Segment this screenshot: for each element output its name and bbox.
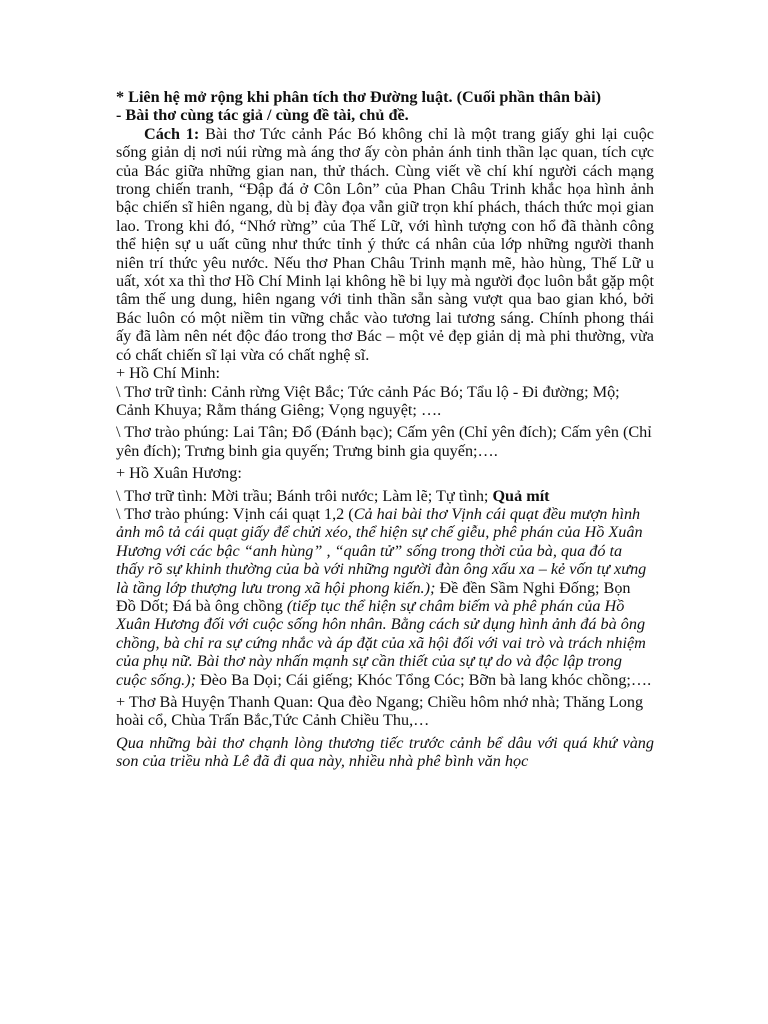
hxh-satire-poems <box>116 505 654 689</box>
hxh-lyric-bold-title: Quả mít <box>492 486 550 505</box>
heading-extension: * Liên hệ mở rộng khi phân tích thơ Đường luật. (Cuối phần thân bài) <box>116 88 602 106</box>
heading-same-author-topic: - Bài thơ cùng tác giả / cùng đề tài, chủ đề. <box>116 106 409 125</box>
hxh-satire-note-1: Cả hai bài thơ Vịnh cái quạt đều mượn hình ảnh mô tả cái quạt giấy để chửi xéo, thể hiện sự chế giễu, phê phán của Hồ Xuân Hương với các bậc “anh hùng” , “quân tử” sống trong thời của bà, qua đó ta thấy rõ sự khinh thường của bà với những người đàn ông xấu xa – kẻ vốn tự xưng là tầng lớp thượng lưu trong xã hội phong kiến.); <box>116 504 647 597</box>
way-1-text: Bài thơ Tức cảnh Pác Bó không chỉ là một trang giấy ghi lại cuộc sống giản dị nơi núi rừng mà áng thơ ấy còn phản ánh tinh thần lạc quan, tích cực của Bác giữa những gian nan, thử thách. Cùng viết về chí khí người cách mạng trong chiến tranh, “Đập đá ở Côn Lôn” của Phan Châu Trinh khắc họa hình ảnh bậc chiến sĩ hiên ngang, dù bị đày đọa vẫn giữ trọn khí phách, thách thức mọi gian lao. Trong khi đó, “Nhớ rừng” của Thế Lữ, với hình tượng con hổ đã thành công thể hiện sự u uất cũng như thức tỉnh ý thức cá nhân của lớp những người thanh niên trí thức yêu nước. Nếu thơ Phan Châu Trinh mạnh mẽ, hào hùng, Thế Lữ u uất, xót xa thì thơ Hồ Chí Minh lại không hề bi lụy mà người đọc luôn bắt gặp một tâm thế ung dung, hiên ngang với tinh thần sẵn sàng vượt qua bao gian khó, bởi Bác luôn có một niềm tin vững chắc vào tương lai tương sáng. Chính phong thái ấy đã làm nên nét độc đáo trong thơ Bác – một vẻ đẹp giản dị mà phi thường, vừa có chất chiến sĩ lại vừa có chất nghệ sĩ. <box>116 124 654 364</box>
hxh-satire-note-2: (tiếp tục thể hiện sự châm biếm và phê phán của Hồ Xuân Hương đối với cuộc sống hôn nhân. Bằng cách sử dụng hình ảnh đá bà ông chồng, bà chỉ ra sự cứng nhắc và áp đặt của xã hội đối với vai trò và trách nhiệm của phụ nữ. Bài thơ này nhấn mạnh sự cần thiết của sự tự do và độc lập trong cuộc sống.); <box>116 596 646 689</box>
paragraph-way-1 <box>116 125 654 364</box>
hcm-lyric-poems: \ Thơ trữ tình: Cảnh rừng Việt Bắc; Tức cảnh Pác Bó; Tẩu lộ - Đi đường; Mộ; Cảnh Khuya; Rằm tháng Giêng; Vọng nguyệt; …. <box>116 382 620 419</box>
hxh-satire-intro: \ Thơ trào phúng: Vịnh cái quạt 1,2 ( <box>116 504 354 523</box>
hxh-satire-end: Đèo Ba Dọi; Cái giếng; Khóc Tổng Cóc; Bỡn bà lang khóc chồng;…. <box>196 670 652 689</box>
closing-paragraph: Qua những bài thơ chạnh lòng thương tiếc trước cảnh bể dâu với quá khứ vàng son của triều nhà Lê đã đi qua này, nhiều nhà phê bình văn học <box>116 733 654 771</box>
bhtq-poems: + Thơ Bà Huyện Thanh Quan: Qua đèo Ngang; Chiều hôm nhớ nhà; Thăng Long hoài cổ, Chùa Trấn Bắc,Tức Cảnh Chiều Thu,… <box>116 693 644 730</box>
hxh-satire-mid: Đề đền Sầm Nghi Đống; Bọn Đồ Dốt; Đá bà ông chồng <box>116 578 631 615</box>
hxh-lyric-poems <box>116 487 654 505</box>
hxh-heading: + Hồ Xuân Hương: <box>116 464 242 483</box>
hcm-heading: + Hồ Chí Minh: <box>116 364 221 383</box>
hxh-lyric-list: \ Thơ trữ tình: Mời trầu; Bánh trôi nước; Làm lẽ; Tự tình; <box>116 486 493 505</box>
document-page <box>116 88 654 771</box>
way-1-label: Cách 1: <box>144 124 200 143</box>
hcm-satire-poems: \ Thơ trào phúng: Lai Tân; Đổ (Đánh bạc); Cấm yên (Chỉ yên đích); Cấm yên (Chỉ yên đích); Trưng binh gia quyến; Trưng binh gia quyến;…. <box>116 423 652 460</box>
